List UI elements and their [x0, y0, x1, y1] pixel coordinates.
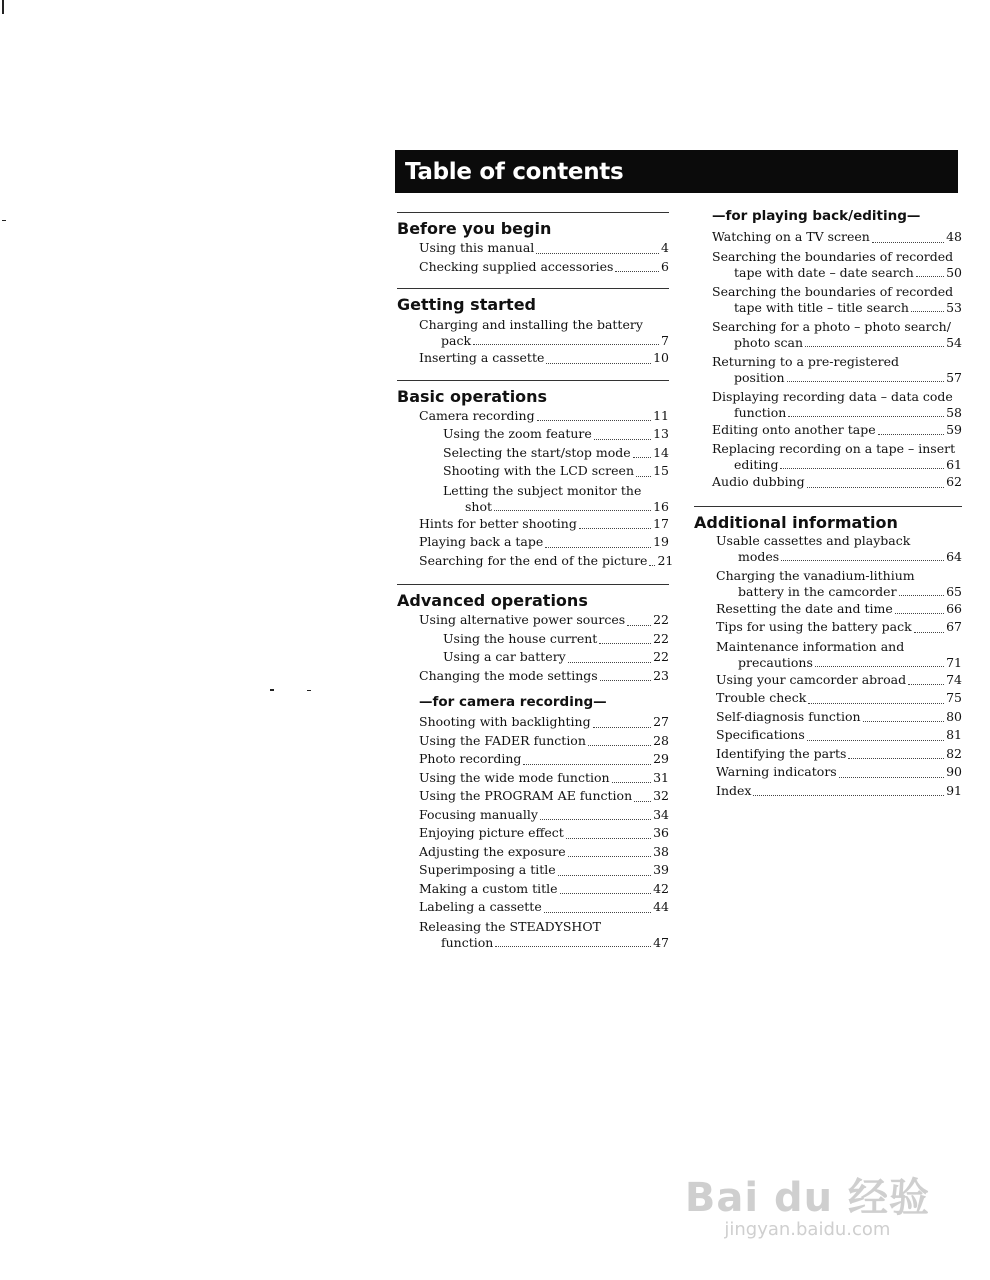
section-rule	[694, 506, 962, 507]
toc-entry[interactable]: Searching the boundaries of recorded tape with date – date search 50	[712, 248, 962, 280]
toc-entry[interactable]: Photo recording 29	[419, 751, 669, 766]
section-rule	[397, 380, 669, 381]
toc-entry[interactable]: Replacing recording on a tape – insert editing 61	[712, 441, 962, 472]
toc-entry[interactable]: Using a car battery 22	[443, 649, 669, 664]
toc-entry[interactable]: Watching on a TV screen 48	[712, 229, 962, 244]
toc-entry[interactable]: Returning to a pre-registered position 57	[712, 353, 962, 385]
toc-entry[interactable]: Focusing manually 34	[419, 806, 669, 822]
toc-entry[interactable]: Maintenance information and precautions 71	[716, 638, 962, 670]
section-heading-getting-started: Getting started	[397, 295, 536, 314]
title-banner	[395, 150, 958, 193]
toc-entry[interactable]: Using your camcorder abroad 74	[716, 671, 962, 687]
toc-entry[interactable]: Audio dubbing 62	[712, 474, 962, 489]
section-rule	[397, 288, 669, 289]
toc-entry[interactable]: Displaying recording data – data code function 58	[712, 388, 962, 420]
toc-entry[interactable]: Changing the mode settings 23	[419, 667, 669, 683]
toc-entry[interactable]: Using the zoom feature 13	[443, 426, 669, 441]
toc-entry[interactable]: Shooting with the LCD screen 15	[443, 463, 669, 478]
toc-entry[interactable]: Letting the subject monitor the shot 16	[443, 482, 669, 514]
toc-entry[interactable]: Making a custom title 42	[419, 880, 669, 896]
toc-right-column	[694, 207, 962, 800]
toc-entry[interactable]: Resetting the date and time 66	[716, 600, 962, 616]
scan-mark	[2, 220, 6, 221]
subsection-heading-playing-back: —for playing back/editing—	[712, 208, 921, 224]
toc-entry[interactable]: Hints for better shooting 17	[419, 515, 669, 531]
section-rule	[397, 584, 669, 585]
toc-entry[interactable]: Using alternative power sources 22	[419, 612, 669, 627]
toc-entry[interactable]: Camera recording 11	[419, 407, 669, 423]
toc-entry[interactable]: Using the PROGRAM AE function 32	[419, 788, 669, 803]
toc-entry[interactable]: Shooting with backlighting 27	[419, 714, 669, 729]
watermark	[685, 1166, 930, 1240]
page-title: Table of contents	[405, 159, 624, 185]
section-heading-basic-operations: Basic operations	[397, 386, 548, 406]
toc-entry[interactable]: Adjusting the exposure 38	[419, 843, 669, 859]
toc-entry[interactable]: Playing back a tape 19	[419, 534, 669, 549]
toc-entry[interactable]: Usable cassettes and playback modes 64	[716, 532, 962, 564]
toc-entry[interactable]: Releasing the STEADYSHOT function 47	[419, 918, 669, 950]
toc-entry[interactable]: Superimposing a title 39	[419, 862, 669, 877]
watermark-logo: Bai du 经验	[684, 1175, 930, 1221]
toc-entry[interactable]: Self-diagnosis function 80	[716, 708, 962, 724]
subsection-heading-camera-recording: —for camera recording—	[419, 694, 607, 710]
toc-entry[interactable]: Searching for the end of the picture 21	[419, 552, 674, 568]
scan-mark	[307, 690, 311, 691]
section-heading-additional-information: Additional information	[694, 512, 898, 532]
scan-mark	[270, 689, 274, 691]
toc-entry[interactable]: Charging and installing the battery pack 7	[419, 317, 669, 348]
toc-entry[interactable]: Checking supplied accessories 6	[419, 258, 669, 274]
watermark-url: jingyan.baidu.com	[724, 1219, 891, 1240]
scan-mark	[2, 0, 4, 14]
section-heading-before-you-begin: Before you begin	[397, 219, 552, 238]
toc-entry[interactable]: Using this manual 4	[419, 240, 669, 255]
toc-entry[interactable]: Trouble check 75	[716, 690, 962, 705]
toc-entry[interactable]: Using the house current 22	[443, 630, 669, 646]
toc-entry[interactable]: Labeling a cassette 44	[419, 899, 669, 914]
toc-entry[interactable]: Inserting a cassette 10	[419, 350, 669, 365]
toc-entry[interactable]: Tips for using the battery pack 67	[716, 619, 962, 634]
section-heading-advanced-operations: Advanced operations	[397, 591, 588, 610]
toc-entry[interactable]: Identifying the parts 82	[716, 745, 962, 761]
toc-entry[interactable]: Searching the boundaries of recorded tape with title – title search 53	[712, 283, 962, 315]
toc-left-column	[397, 212, 674, 951]
toc-entry[interactable]: Searching for a photo – photo search/ photo scan 54	[712, 318, 962, 350]
toc-entry[interactable]: Editing onto another tape 59	[712, 421, 962, 437]
section-rule	[397, 212, 669, 213]
toc-entry[interactable]: Using the FADER function 28	[419, 732, 669, 748]
toc-entry[interactable]: Warning indicators 90	[716, 764, 962, 779]
toc-entry[interactable]: Using the wide mode function 31	[419, 769, 669, 785]
toc-entry[interactable]: Charging the vanadium-lithium battery in the camcorder 65	[716, 567, 962, 599]
toc-entry[interactable]: Selecting the start/stop mode 14	[443, 444, 669, 460]
toc-entry[interactable]: Index 91	[716, 782, 962, 798]
toc-entry[interactable]: Enjoying picture effect 36	[419, 825, 669, 840]
toc-entry[interactable]: Specifications 81	[716, 727, 962, 742]
